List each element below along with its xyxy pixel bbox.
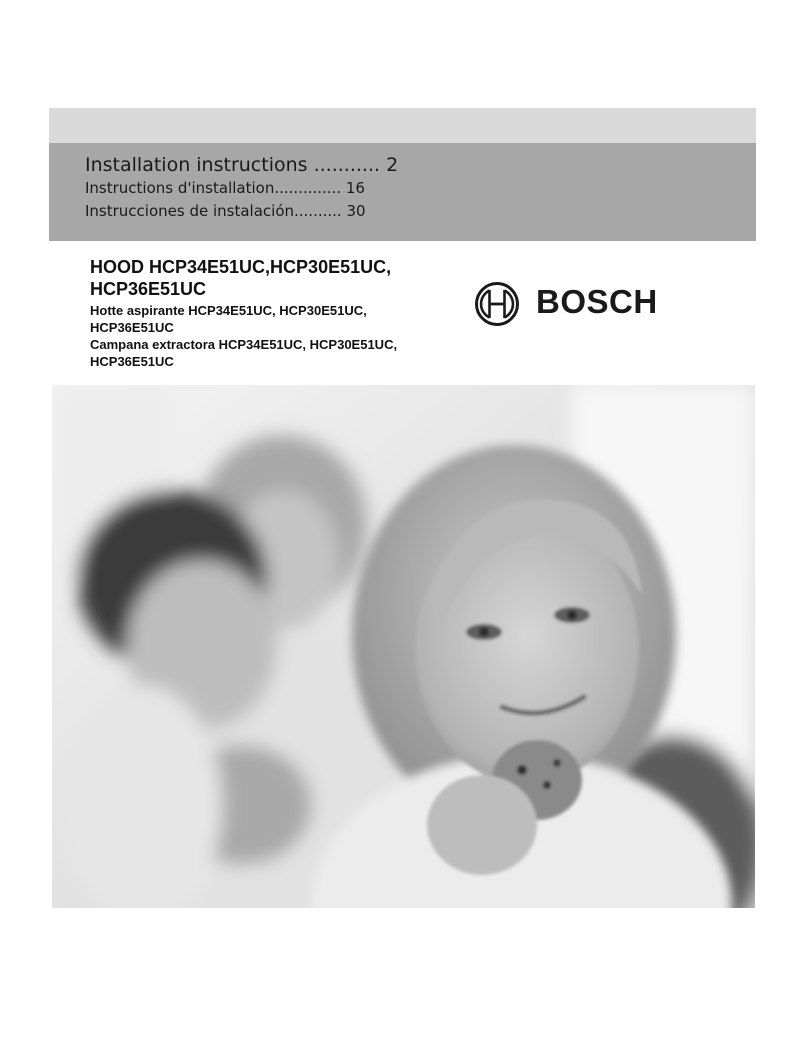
toc-page-number: 16 (341, 179, 365, 197)
toc-label: Instructions d'installation (85, 179, 275, 197)
toc-item-french[interactable] (85, 179, 365, 197)
toc-leader: .............. (274, 179, 342, 197)
title-spanish: Campana extractora HCP34E51UC, HCP30E51UC, HCP36E51UC (90, 337, 398, 369)
toc-leader: .......... (294, 202, 342, 220)
toc-page-number: 2 (386, 154, 399, 176)
title-english: HOOD HCP34E51UC,HCP30E51UC, HCP36E51UC (90, 257, 392, 299)
toc-item-english[interactable] (85, 154, 398, 176)
toc-label: Installation instructions (85, 154, 308, 176)
toc-item-spanish[interactable] (85, 202, 366, 220)
product-titles (90, 256, 470, 370)
table-of-contents (49, 143, 756, 241)
bosch-wordmark: BOSCH (536, 283, 658, 320)
title-french: Hotte aspirante HCP34E51UC, HCP30E51UC, HCP36E51UC (90, 303, 367, 335)
bosch-logo (474, 281, 660, 327)
toc-label: Instrucciones de instalación (85, 202, 294, 220)
toc-leader: ........... (307, 154, 387, 176)
family-photo (52, 385, 755, 908)
toc-page-number: 30 (341, 202, 366, 220)
header-band (49, 108, 756, 143)
bosch-armature-icon (474, 281, 520, 327)
